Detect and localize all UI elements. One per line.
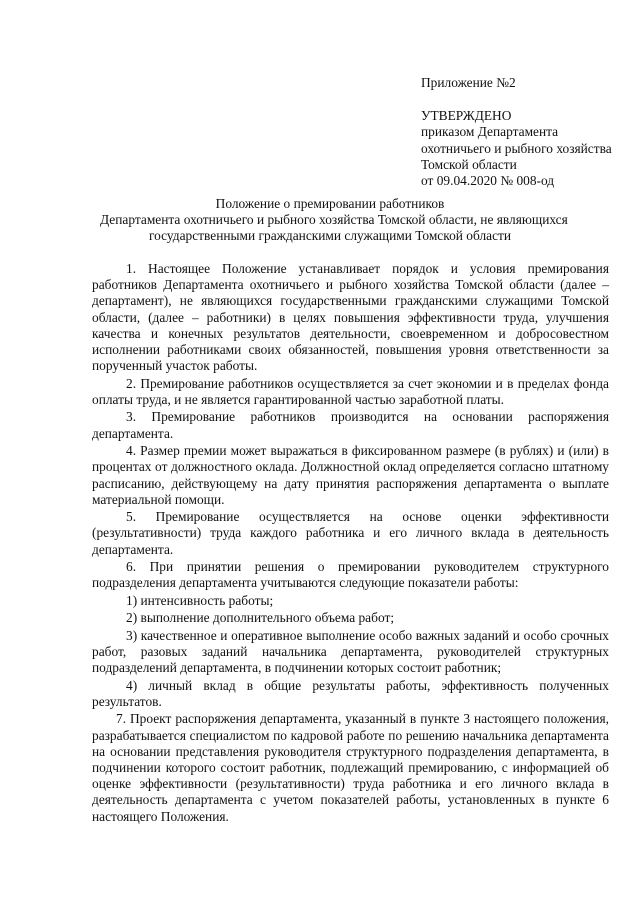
- document-title: [100, 196, 568, 245]
- approval-block: [421, 75, 621, 189]
- paragraph-6: 6. При принятии решения о премировании руководителем структурного подразделения департамента учитываются следующие показатели работы:: [92, 559, 609, 591]
- title-line-3: государственными гражданскими служащими Томской области: [148, 228, 512, 244]
- paragraph-4: 4. Размер премии может выражаться в фиксированном размере (в рублях) и (или) в процентах от должностного оклада. Должностной оклад определяется согласно штатному расписанию, действующему на дату принятия распоряжения департамента о выплате материальной помощи.: [92, 443, 609, 507]
- paragraph-3: 3. Премирование работников производится на основании распоряжения департамента.: [92, 409, 609, 441]
- list-item-2: 2) выполнение дополнительного объема работ;: [126, 610, 395, 626]
- paragraph-7: 7. Проект распоряжения департамента, указанный в пункте 3 настоящего положения, разрабатывается специалистом по кадровой работе по решению начальника департамента на основании представления руководителя структурного подразделения департамента, в подчинении которого состоит работник, подлежащий премированию, с информацией об оценке эффективности (результативности) труда работника и его личного вклада в деятельность департамента с учетом показателей работы, установленных в пункте 6 настоящего Положения.: [92, 711, 609, 824]
- approval-line-4: от 09.04.2020 № 008-од: [421, 173, 555, 189]
- paragraph-1: 1. Настоящее Положение устанавливает порядок и условия премирования работников Департамента охотничьего и рыбного хозяйства Томской области (далее – департамент), не являющихся государственными гражданскими служащими Томской области, (далее – работники) в целях повышения эффективности труда, улучшения качества и конечных результатов деятельности, своевременном и добросовестном исполнении работниками своих обязанностей, повышения уровня ответственности за порученный участок работы.: [92, 261, 609, 374]
- approval-line-1: приказом Департамента: [421, 124, 559, 140]
- list-item-4: 4) личный вклад в общие результаты работы, эффективность полученных результатов.: [92, 677, 609, 709]
- paragraph-2: 2. Премирование работников осуществляется за счет экономии и в пределах фонда оплаты труда, и не является гарантированной частью заработной платы.: [92, 375, 609, 407]
- paragraph-5: 5. Премирование осуществляется на основе оценки эффективности (результативности) труда каждого работника и его личного вклада в деятельность департамента.: [92, 509, 609, 557]
- document-body: [92, 261, 609, 826]
- spacer: [421, 91, 621, 108]
- list-item-3: 3) качественное и оперативное выполнение особо важных заданий и особо срочных работ, разовых заданий начальника департамента, руководителей структурных подразделений департамента, в подчинении которых состоит работник;: [92, 627, 609, 676]
- title-line-1: Положение о премировании работников: [215, 196, 445, 211]
- approval-line-2: охотничьего и рыбного хозяйства: [421, 140, 612, 156]
- list-item-1: 1) интенсивность работы;: [126, 592, 274, 608]
- approval-line-3: Томской области: [421, 156, 517, 172]
- appendix-label: Приложение №2: [421, 75, 516, 90]
- approved-label: УТВЕРЖДЕНО: [421, 108, 512, 124]
- title-line-2: Департамента охотничьего и рыбного хозяйства Томской области, не являющихся: [100, 212, 568, 228]
